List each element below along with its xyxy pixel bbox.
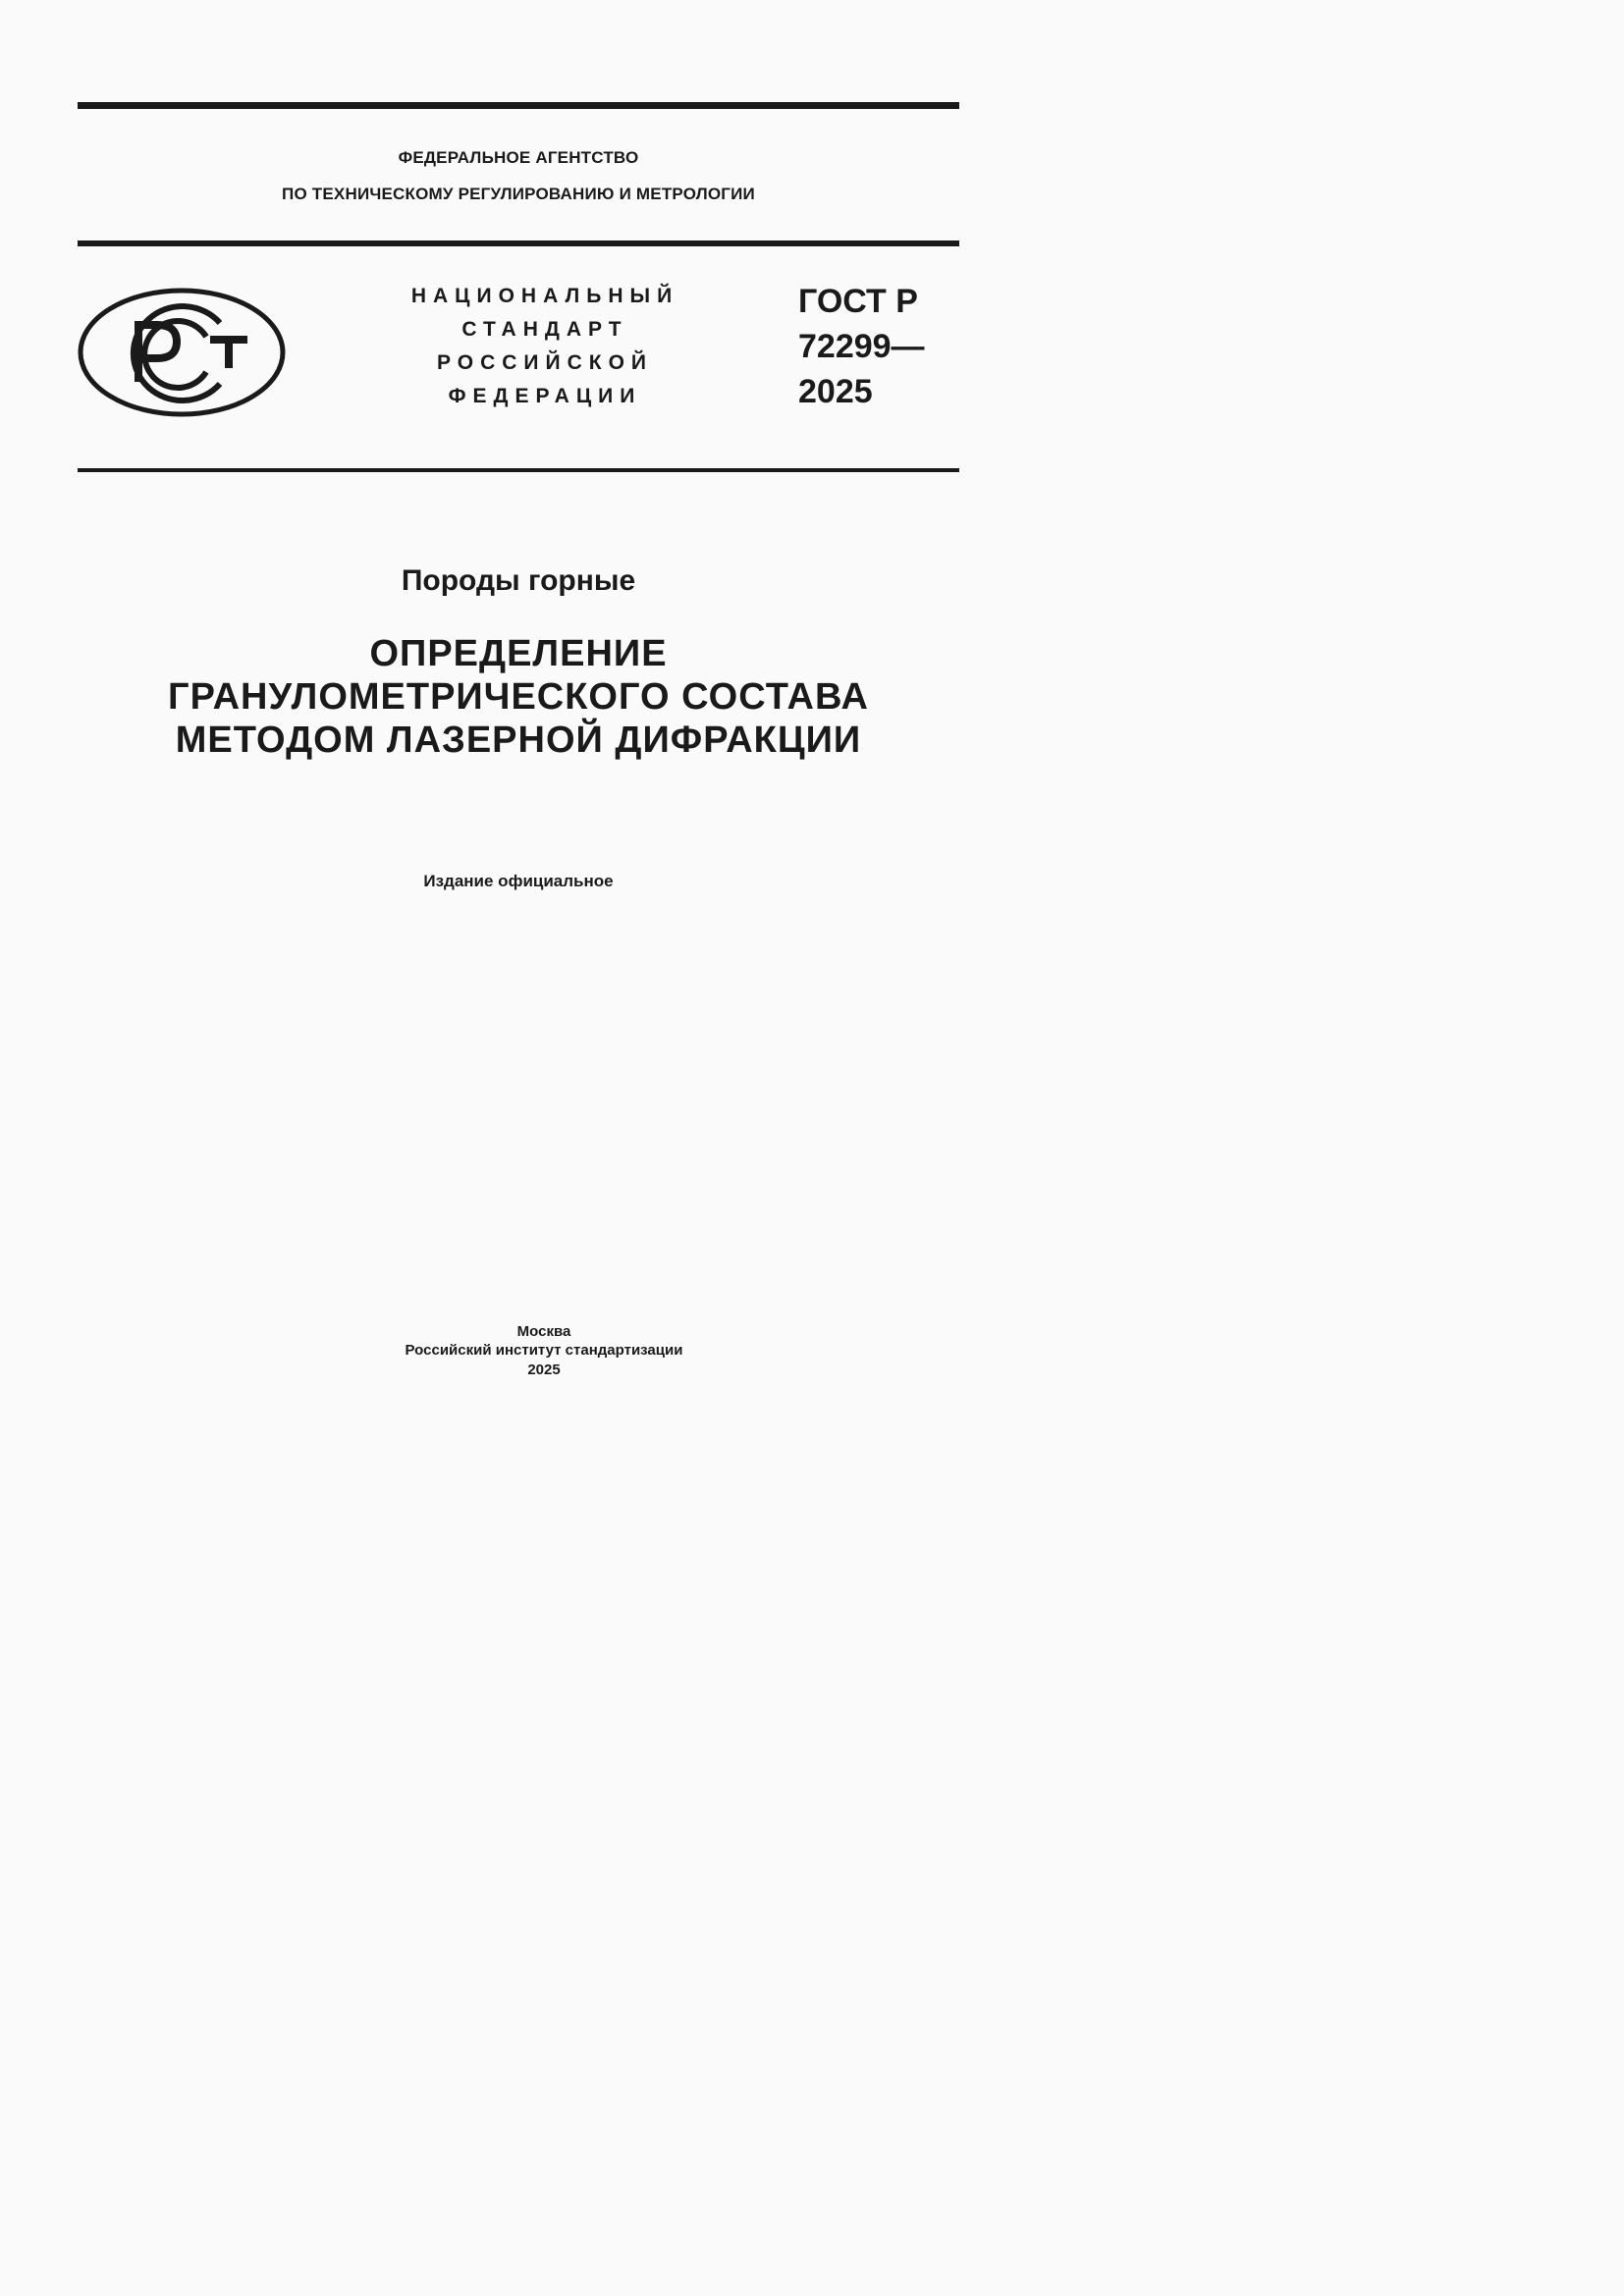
imprint-city: Москва bbox=[516, 1323, 571, 1340]
national-standard-line-1: НАЦИОНАЛЬНЫЙ bbox=[410, 285, 679, 307]
imprint-publisher: Российский институт стандартизации bbox=[405, 1342, 683, 1359]
agency-line-1: ФЕДЕРАЛЬНОЕ АГЕНТСТВО bbox=[398, 148, 639, 167]
designation-line-2: 72299— bbox=[798, 328, 925, 365]
edition-note: Издание официальное bbox=[423, 872, 614, 890]
designation-line-3: 2025 bbox=[798, 373, 873, 410]
standard-designation bbox=[798, 279, 925, 414]
agency-divider-rule bbox=[78, 240, 959, 246]
agency-line-2: ПО ТЕХНИЧЕСКОМУ РЕГУЛИРОВАНИЮ И МЕТРОЛОГИИ bbox=[282, 185, 755, 203]
document-subject: Породы горные bbox=[401, 564, 636, 597]
document-title-line-2: ГРАНУЛОМЕТРИЧЕСКОГО СОСТАВА bbox=[168, 676, 869, 718]
top-rule bbox=[78, 102, 959, 109]
national-standard-line-4: ФЕДЕРАЦИИ bbox=[448, 385, 642, 407]
imprint-year: 2025 bbox=[527, 1362, 561, 1378]
document-title-line-1: ОПРЕДЕЛЕНИЕ bbox=[369, 633, 668, 674]
header-bottom-rule bbox=[78, 468, 959, 472]
national-standard-line-3: РОССИЙСКОЙ bbox=[437, 351, 653, 374]
designation-line-1: ГОСТ Р bbox=[798, 283, 918, 320]
national-standard-line-2: СТАНДАРТ bbox=[461, 318, 628, 341]
rst-conformity-mark-icon bbox=[77, 286, 287, 419]
document-title-line-3: МЕТОДОМ ЛАЗЕРНОЙ ДИФРАКЦИИ bbox=[175, 720, 862, 761]
